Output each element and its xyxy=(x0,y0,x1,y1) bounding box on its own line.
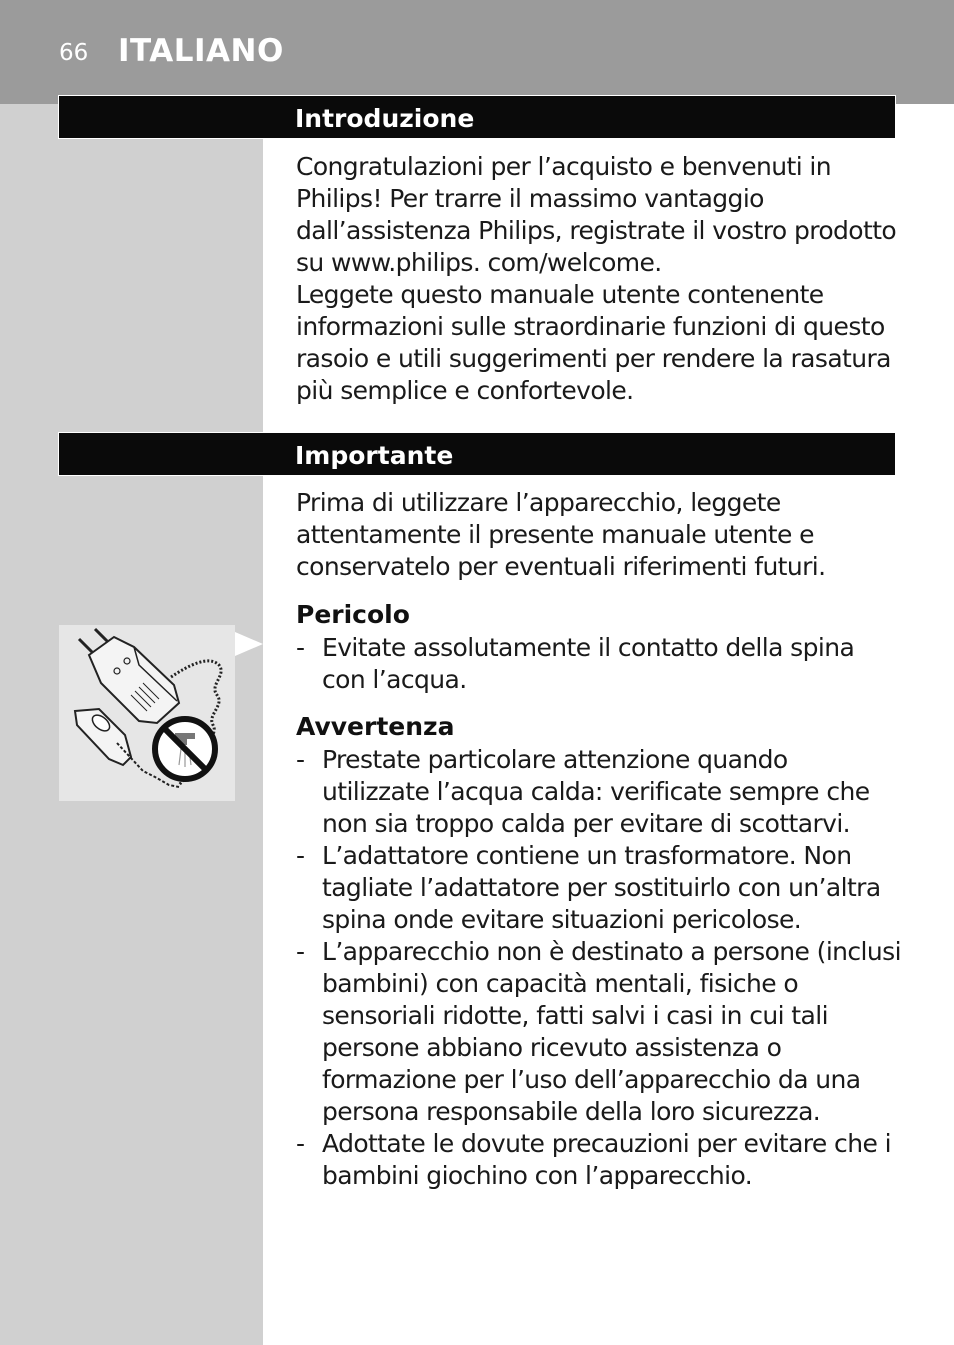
bullet-dash: - xyxy=(296,745,305,774)
intro-paragraph: Congratulazioni per l’acquisto e benvenuti in Philips! Per trarre il massimo vantaggio dall’assistenza Philips, registrate il vostro prodotto su www.philips. com/welcome. xyxy=(296,152,897,277)
list-item xyxy=(296,632,902,696)
warning-heading: Avvertenza xyxy=(296,712,455,741)
list-item xyxy=(296,1128,902,1192)
no-water-adapter-icon xyxy=(59,625,235,801)
list-item-text: Evitate assolutamente il contatto della spina con l’acqua. xyxy=(322,633,855,694)
list-item-text: L’apparecchio non è destinato a persone (inclusi bambini) con capacità mentali, fisiche o sensoriali ridotte, fatti salvi i casi in cui tali persone abbiano ricevuto assistenza o formazione per l’uso dell’apparecchio da una persona responsabile della loro sicurezza. xyxy=(322,937,901,1126)
bullet-dash: - xyxy=(296,841,305,870)
section-heading-importante xyxy=(59,433,895,475)
list-item xyxy=(296,744,902,840)
page-header xyxy=(0,0,954,104)
list-item-text: Prestate particolare attenzione quando utilizzate l’acqua calda: verificate sempre che non sia troppo calda per evitare di scottarvi. xyxy=(322,745,870,838)
page-number: 66 xyxy=(59,40,89,66)
list-item xyxy=(296,840,902,936)
section-heading-label: Introduzione xyxy=(295,104,475,133)
important-paragraph: Prima di utilizzare l’apparecchio, leggete attentamente il presente manuale utente e conservatelo per eventuali riferimenti futuri. xyxy=(296,488,826,581)
danger-heading: Pericolo xyxy=(296,600,410,629)
language-title: ITALIANO xyxy=(118,33,284,69)
bullet-dash: - xyxy=(296,937,305,966)
illustration-pointer xyxy=(235,632,263,656)
list-item-text: Adottate le dovute precauzioni per evitare che i bambini giochino con l’apparecchio. xyxy=(322,1129,891,1190)
list-item-text: L’adattatore contiene un trasformatore. Non tagliate l’adattatore per sostituirlo con un’altra spina onde evitare situazioni pericolose. xyxy=(322,841,881,934)
important-text xyxy=(296,487,902,583)
section-heading-introduzione xyxy=(59,96,895,138)
danger-list xyxy=(296,632,902,696)
list-item xyxy=(296,936,902,1128)
adapter-illustration xyxy=(59,625,235,801)
bullet-dash: - xyxy=(296,1129,305,1158)
section-heading-label: Importante xyxy=(295,441,454,470)
intro-paragraph: Leggete questo manuale utente contenente informazioni sulle straordinarie funzioni di questo rasoio e utili suggerimenti per rendere la rasatura più semplice e confortevole. xyxy=(296,280,891,405)
bullet-dash: - xyxy=(296,633,305,662)
intro-text xyxy=(296,151,902,407)
warning-list xyxy=(296,744,902,1192)
